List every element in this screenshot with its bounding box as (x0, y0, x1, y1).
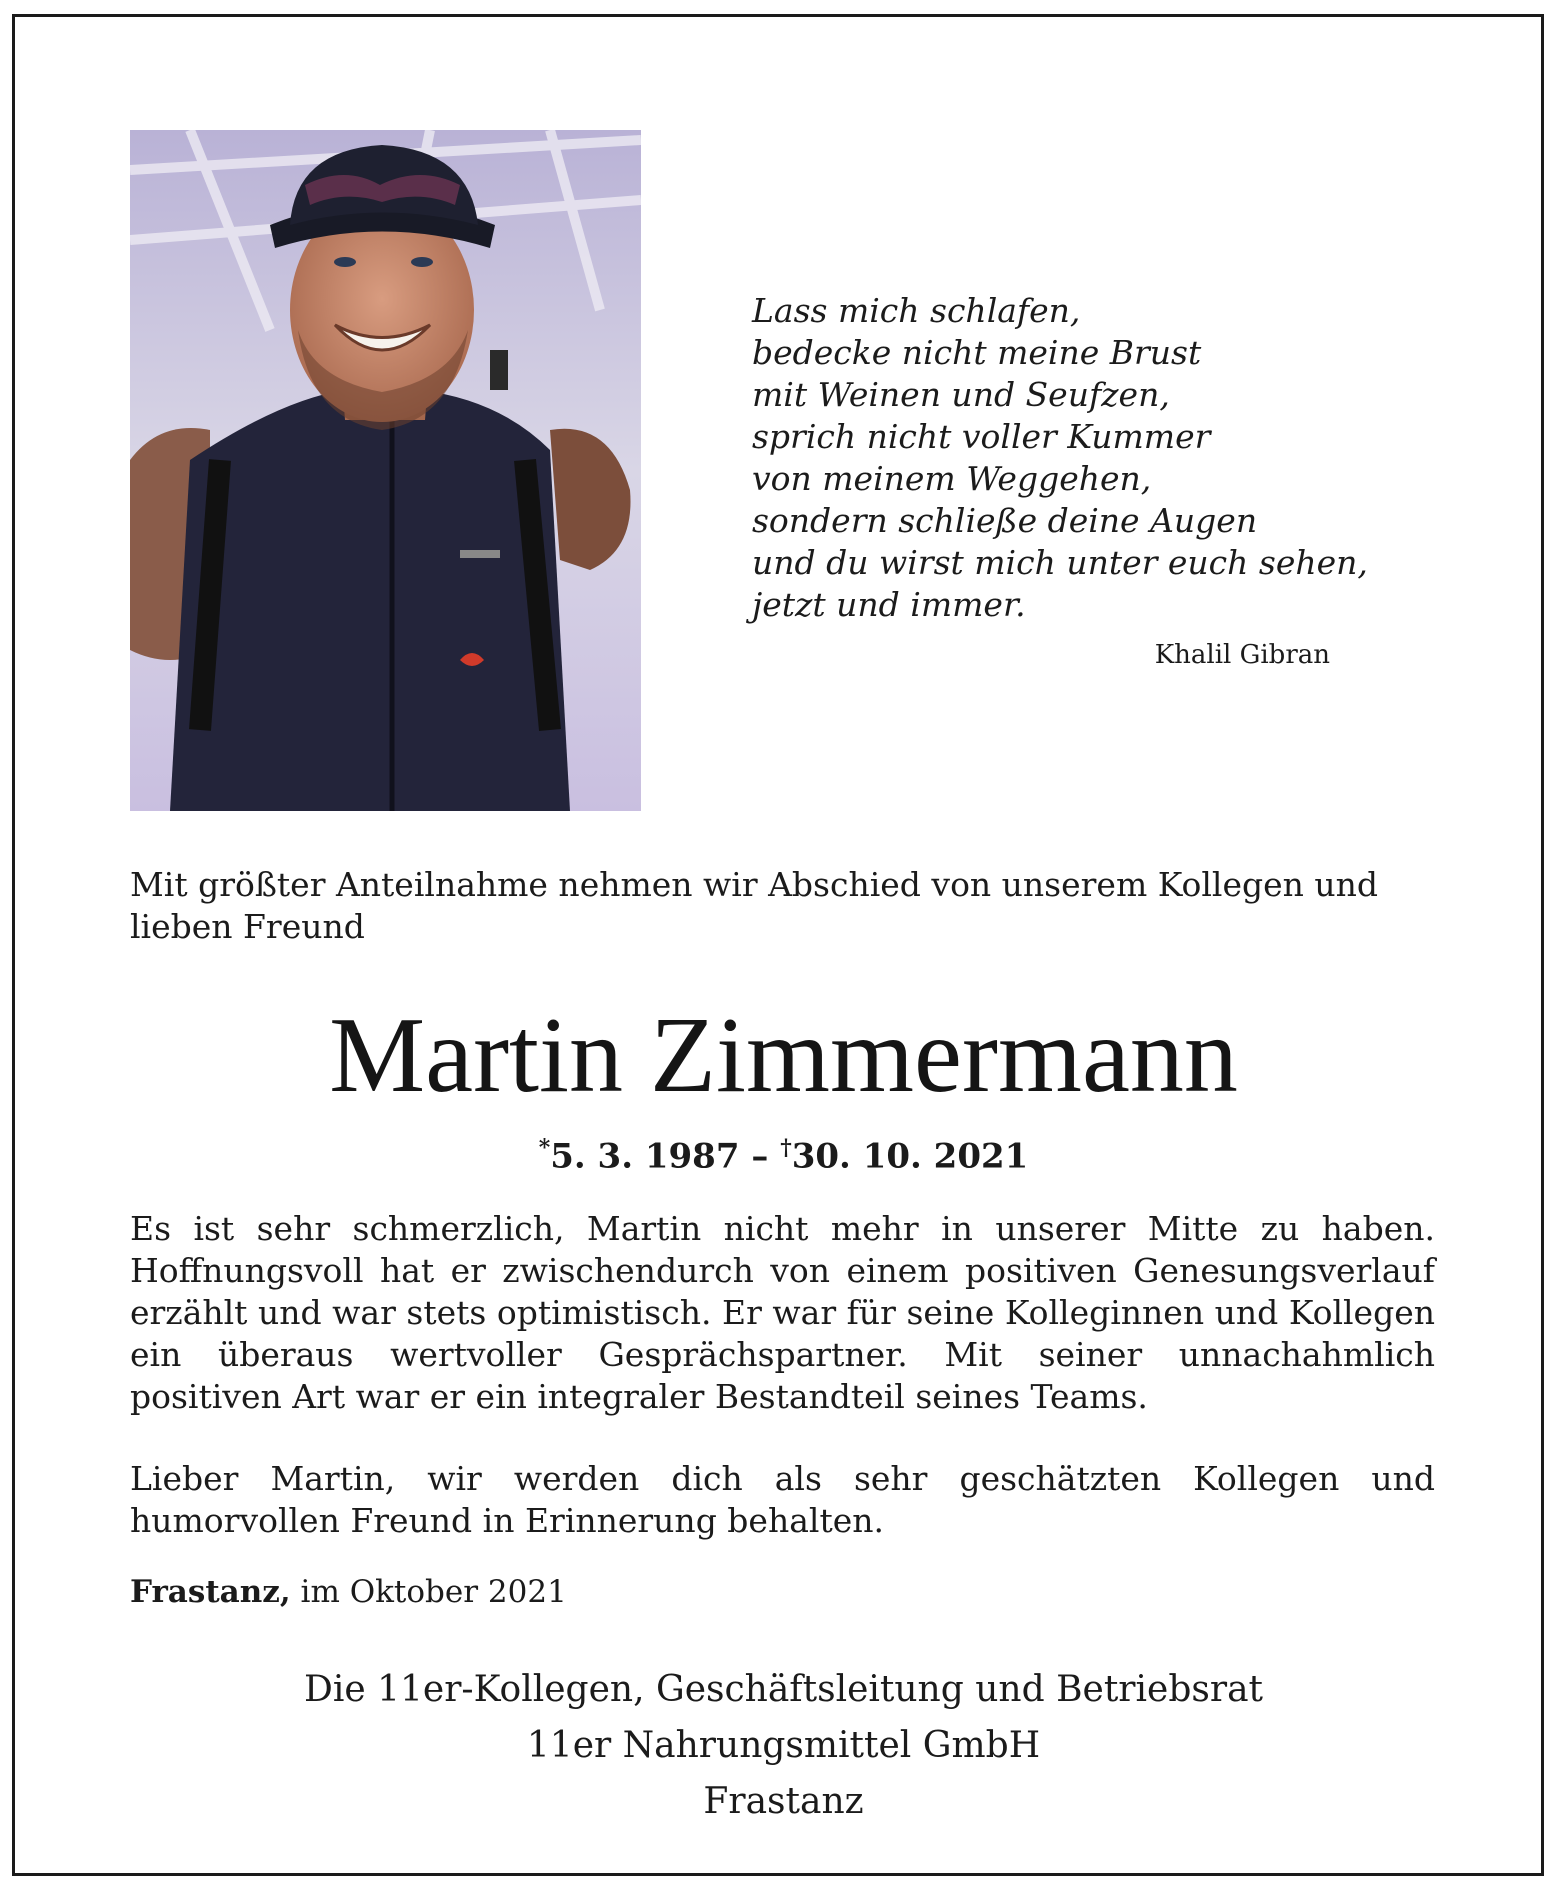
place-date: im Oktober 2021 (300, 1574, 567, 1610)
place-and-date (130, 1572, 567, 1612)
poem-line: bedecke nicht meine Brust (752, 333, 1202, 372)
poem-line: von meinem Weggehen, (752, 459, 1152, 498)
memorial-poem (752, 290, 1368, 626)
signature-block (0, 1662, 1567, 1830)
death-date: 30. 10. 2021 (791, 1136, 1029, 1177)
birth-date: 5. 3. 1987 (550, 1136, 740, 1177)
portrait-photo (130, 130, 641, 811)
intro-text: Mit größter Anteilnahme nehmen wir Abschied von unserem Kollegen und lieben Freund (130, 865, 1379, 946)
body-paragraph-1: Es ist sehr schmerzlich, Martin nicht mehr in unserer Mitte zu haben. Hoffnungsvoll hat er zwischendurch von einem positiven Genesungsverlauf erzählt und war stets optimistisch. Er war für seine Kolleginnen und Kollegen ein überaus wertvoller Gesprächspartner. Mit seiner unnachahmlich positiven Art war er ein integraler Bestandteil seines Teams. (130, 1209, 1435, 1416)
poem-line: jetzt und immer. (752, 585, 1026, 624)
poem-line: sondern schließe deine Augen (752, 501, 1258, 540)
birth-mark: * (538, 1135, 551, 1161)
poem-line: Lass mich schlafen, (752, 291, 1081, 330)
place-town: Frastanz, (130, 1574, 291, 1610)
signature-line-3: Frastanz (703, 1781, 864, 1822)
life-dates (0, 1126, 1567, 1178)
death-mark: † (780, 1135, 792, 1161)
poem-author: Khalil Gibran (1154, 640, 1330, 670)
poem-line: und du wirst mich unter euch sehen, (752, 543, 1368, 582)
signature-line-1: Die 11er-Kollegen, Geschäftsleitung und Betriebsrat (303, 1669, 1263, 1710)
poem-line: mit Weinen und Seufzen, (752, 375, 1170, 414)
deceased-name: Martin Zimmermann (329, 996, 1238, 1115)
signature-line-2: 11er Nahrungsmittel GmbH (526, 1725, 1041, 1766)
body-paragraph-2: Lieber Martin, wir werden dich als sehr geschätzten Kollegen und humorvollen Freund in Erinnerung behalten. (130, 1459, 1435, 1540)
poem-line: sprich nicht voller Kummer (752, 417, 1211, 456)
date-separator: – (751, 1136, 769, 1177)
